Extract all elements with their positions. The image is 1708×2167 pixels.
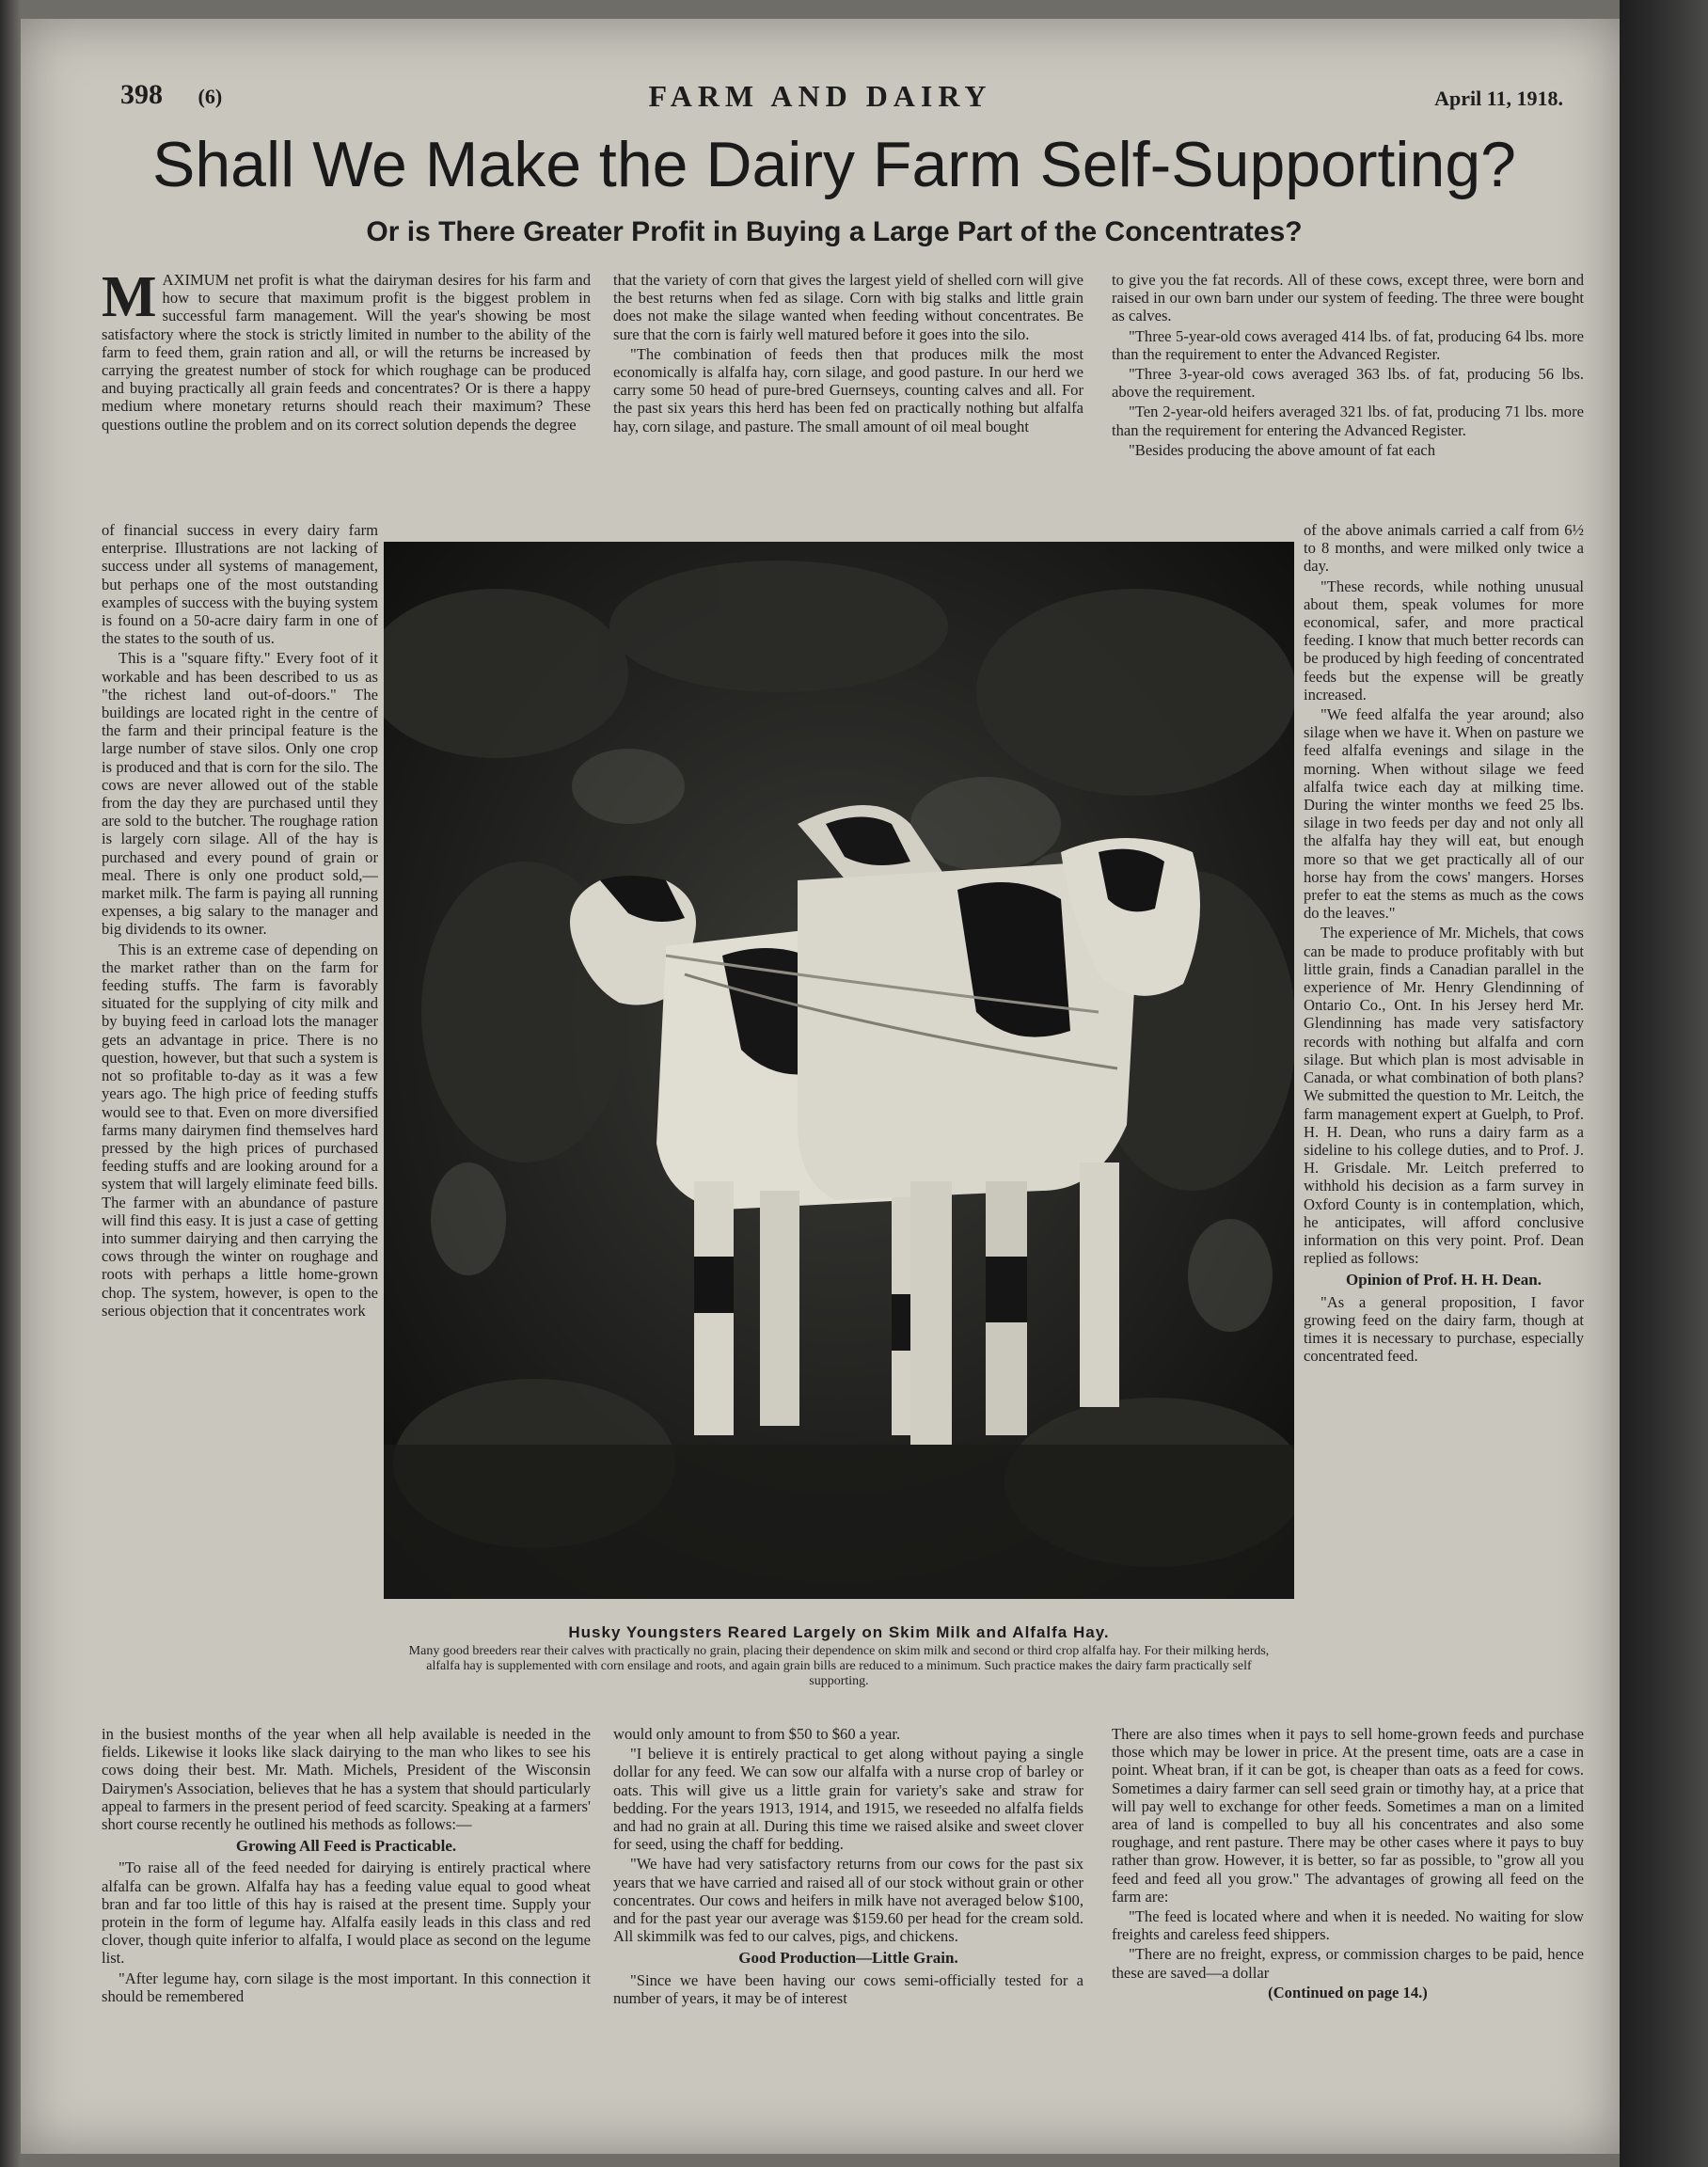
- column-1-top: [102, 271, 591, 525]
- photo-caption-title: Husky Youngsters Reared Largely on Skim Milk and Alfalfa Hay.: [568, 1623, 1110, 1641]
- paragraph: "The feed is located where and when it is needed. No waiting for slow freights and careless feed shippers.: [1112, 1907, 1584, 1944]
- paragraph: The experience of Mr. Michels, that cows can be made to produce profitably with but little grain, finds a Canadian parallel in the experience of Mr. Henry Glendinning of Ontario Co., Ont. In his Jersey herd Mr. Glendinning has made very satisfactory records with nothing but alfalfa and corn silage. But which plan is most advisable in Canada, or what combination of both plans? We submitted the question to Mr. Leitch, the farm management expert at Guelph, to Prof. H. H. Dean, who runs a dairy farm as a sideline to his college duties, and to Prof. J. H. Grisdale. Mr. Leitch preferred to withhold his decision as a farm survey in Oxford County is in contemplation, which, he anticipates, will afford conclusive information on this very point. Prof. Dean replied as follows:: [1304, 924, 1584, 1268]
- calves-photograph: [384, 542, 1294, 1599]
- column-2-top: [613, 271, 1083, 525]
- paragraph: "Three 3-year-old cows averaged 363 lbs. of fat, producing 56 lbs. above the requirement.: [1112, 365, 1584, 402]
- publication-name: FARM AND DAIRY: [648, 79, 992, 113]
- paragraph: "I believe it is entirely practical to get along without paying a single dollar for any feed. We can sow our alfalfa with a nurse crop of barley or oats. This will give us a little grain for variety's sake and straw for bedding. For the years 1913, 1914, and 1915, we reseeded no alfalfa fields and had no grain at all. During this time we raised alsike and sweet clover for seed, using the chaff for bedding.: [613, 1745, 1083, 1854]
- paragraph: "We have had very satisfactory returns from our cows for the past six years that we have carried and raised all of our stock without grain or other concentrates. Our cows and heifers in milk have not averaged below $100, and for the past year our average was $159.60 per head for the cream sold. All skimmilk was fed to our calves, pigs, and chickens.: [613, 1855, 1083, 1946]
- photo-caption-body: Many good breeders rear their calves with practically no grain, placing their dependence on skim milk and second or third crop alfalfa hay. For their milking herds, alfalfa hay is supplemented with corn ensilage and roots, and again grain bills are reduced to a minimum. Such practice makes the dairy farm practically self supporting.: [408, 1644, 1270, 1688]
- paragraph: in the busiest months of the year when all help available is needed in the fields. Likewise it looks like slack dairying to the man who likes to see his cows doing their best. Mr. Math. Michels, President of the Wisconsin Dairymen's Association, believes that he has a system that should particularly appeal to farmers in the present period of feed scarcity. Speaking at a farmers' short course recently he outlined his methods as follows:—: [102, 1725, 591, 1834]
- subheading-dean-opinion: Opinion of Prof. H. H. Dean.: [1346, 1271, 1542, 1289]
- column-2-bottom: [613, 1725, 1083, 2139]
- column-1-bottom: [102, 1725, 591, 2139]
- paragraph: "Besides producing the above amount of fat each: [1129, 440, 1436, 459]
- paragraph: "Ten 2-year-old heifers averaged 321 lbs. of fat, producing 71 lbs. more than the requirement for entering the Advanced Register.: [1112, 403, 1584, 439]
- paragraph: "There are no freight, express, or commission charges to be paid, hence these are saved—a dollar: [1112, 1945, 1584, 1982]
- paragraph: "To raise all of the feed needed for dairying is entirely practical where alfalfa can be grown. Alfalfa hay has a feeding value equal to good wheat bran and far too little of this hay is raised at the present time. Supply your protein in the form of legume hay. Alfalfa easily leads in this class and red clover, though quite inferior to alfalfa, I would place as second on the legume list.: [102, 1859, 591, 1968]
- drop-cap: M: [102, 271, 157, 329]
- paragraph: would only amount to from $50 to $60 a year.: [613, 1725, 901, 1743]
- paragraph: There are also times when it pays to sell home-grown feeds and purchase those which may be lower in price. At the present time, oats are a case in point. Wheat bran, if it can be got, is cheaper than oats as a feed for cows. Sometimes a dairy farmer can sell seed grain or timothy hay, at a price that will pay well to exchange for other feeds. Sometimes a man on a limited area of land is compelled to buy all his concentrates and also some roughage, and rent pasture. There may be other cases where it pays to buy rather than grow. However, it is better, so far as possible, to "grow all you feed and feed all you grow." The advantages of growing all feed on the farm are:: [1112, 1725, 1584, 1906]
- photo-illustration: [384, 542, 1294, 1599]
- paragraph: This is a "square fifty." Every foot of it workable and has been described to us as "the richest land out-of-doors." The buildings are located right in the centre of the farm and their principal feature is the large number of stave silos. Only one crop is produced and that is corn for the silo. The cows are never allowed out of the stable from the day they are purchased until they are sold to the butcher. The roughage ration is largely corn silage. All of the hay is purchased and every pound of grain or meal. There is only one product sold,—market milk. The farm is paying all running expenses, a big salary to the manager and big dividends to its owner.: [102, 649, 378, 939]
- section-number: (6): [198, 85, 223, 108]
- page-gutter-shadow: [0, 0, 21, 2167]
- column-3-bottom: [1112, 1725, 1584, 2144]
- issue-date: April 11, 1918.: [1434, 87, 1563, 110]
- paragraph: "As a general proposition, I favor growing feed on the dairy farm, though at times it is necessary to purchase, especially concentrated feed.: [1304, 1292, 1584, 1366]
- column-3-top: [1112, 271, 1584, 525]
- paragraph: "We feed alfalfa the year around; also silage when we have it. When on pasture we feed alfalfa evenings and silage in the morning. When without silage we feed alfalfa twice each day at milking time. During the winter months we feed 25 lbs. silage in two feeds per day and not only all the alfalfa hay they will eat, but enough more so that we get practically all of our horse hay from the cows' mangers. Horses prefer to eat the stems as much as the cows do the leaves.": [1304, 705, 1584, 923]
- lead-paragraph: MAXIMUM net profit is what the dairyman desires for his farm and how to secure that maximum profit is the biggest problem in successful farm management. Will the year's showing be most satisfactory where the stock is strictly limited in number to the ability of the farm to feed them, grain ration and all, or will the returns be increased by carrying the greatest number of stock for which roughage can be produced and buying practically all grain feeds and concentrates? Or is there a happy medium where monetary returns should reach their maximum? These questions outline the problem and on its correct solution depends the degree: [102, 271, 591, 434]
- paragraph: to give you the fat records. All of these cows, except three, were born and raised in our own barn under our system of feeding. The three were bought as calves.: [1112, 271, 1584, 325]
- paragraph: "These records, while nothing unusual about them, speak volumes for more economical, safer, and more practical feeding. I know that much better records can be produced by high feeding of concentrated feeds but the expense will be greatly increased.: [1304, 577, 1584, 704]
- continued-notice: (Continued on page 14.): [1268, 1983, 1428, 2001]
- paragraph: of financial success in every dairy farm enterprise. Illustrations are not lacking of success under all systems of management, but perhaps one of the most outstanding examples of success with the buying system is found on a 50-acre dairy farm in one of the states to the south of us.: [102, 521, 378, 648]
- subheading-good-production: Good Production—Little Grain.: [738, 1949, 958, 1968]
- paragraph: that the variety of corn that gives the largest yield of shelled corn will give the best returns when fed as silage. Corn with big stalks and little grain does not make the silage wanted when feeding without concentrates. Be sure that the corn is fairly well matured before it goes into the silo.: [613, 271, 1083, 343]
- column-1-side: [102, 521, 378, 1736]
- article-subheadline: Or is There Greater Profit in Buying a Large Part of the Concentrates?: [366, 216, 1303, 247]
- column-3-side: [1304, 521, 1584, 1736]
- newspaper-page: [21, 19, 1620, 2154]
- article-headline: Shall We Make the Dairy Farm Self-Supporting?: [151, 129, 1516, 200]
- paragraph: "Three 5-year-old cows averaged 414 lbs. of fat, producing 64 lbs. more than the requirement to enter the Advanced Register.: [1112, 326, 1584, 363]
- page-number: 398 (6): [120, 79, 223, 110]
- paragraph: "After legume hay, corn silage is the most important. In this connection it should be remembered: [102, 1969, 591, 2005]
- paragraph: of the above animals carried a calf from 6½ to 8 months, and were milked only twice a day.: [1304, 521, 1584, 576]
- paragraph: This is an extreme case of depending on the market rather than on the farm for feeding stuffs. The farm is favorably situated for the supplying of city milk and by buying feed in carload lots the manager gets an advantage in price. There is no question, however, but that such a system is not so profitable to-day as it was a few years ago. The high price of feeding stuffs would see to that. Even on more diversified farms many dairymen find themselves hard pressed by the high prices of purchased feeding stuffs and are looking around for a system that will largely eliminate feed bills. The farmer with an abundance of pasture will find this easy. It is just a case of getting into summer dairying and then carrying the cows through the winter on roughage and roots with perhaps a little home-grown chop. The system, however, is open to the serious objection that it concentrates work: [102, 940, 378, 1320]
- subheading-growing-feed: Growing All Feed is Practicable.: [235, 1837, 457, 1856]
- book-binding-edge: [1620, 0, 1708, 2167]
- paragraph: "Since we have been having our cows semi-officially tested for a number of years, it may be of interest: [613, 1970, 1083, 2007]
- paragraph: "The combination of feeds then that produces milk the most economically is alfalfa hay, corn silage, and good pasture. In our herd we carry some 50 head of pure-bred Guernseys, counting calves and all. For the past six years this herd has been fed on practically nothing but alfalfa hay, corn silage, and pasture. The small amount of oil meal bought: [613, 344, 1083, 435]
